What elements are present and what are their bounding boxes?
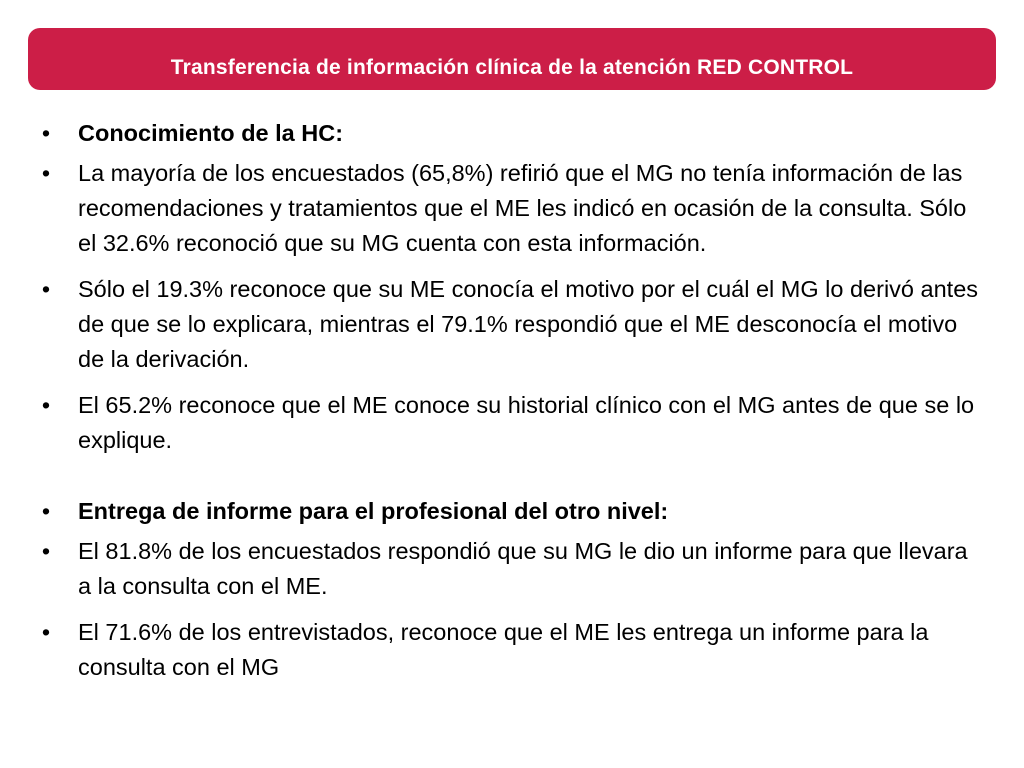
- bullet-item-historial: [36, 388, 986, 458]
- bullet-text: La mayoría de los encuestados (65,8%) refirió que el MG no tenía información de las recomendaciones y tratamientos que el ME les indicó en ocasión de la consulta. Sólo el 32.6% reconoció que su MG cuenta con esta información.: [78, 160, 967, 256]
- bullet-list: [36, 116, 986, 685]
- bullet-item-mg-info: [36, 156, 986, 261]
- bullet-text: El 65.2% reconoce que el ME conoce su historial clínico con el MG antes de que se lo explique.: [78, 392, 975, 453]
- bullet-text: Entrega de informe para el profesional del otro nivel:: [78, 498, 669, 524]
- bullet-text: Conocimiento de la HC:: [78, 120, 344, 146]
- bullet-item-me-informe: [36, 615, 986, 685]
- bullet-text: El 71.6% de los entrevistados, reconoce que el ME les entrega un informe para la consulta con el MG: [78, 619, 929, 680]
- bullet-item-hc-heading: [36, 116, 986, 151]
- title-banner: [28, 28, 996, 90]
- bullet-icon: •: [41, 120, 51, 146]
- bullet-item-informe-heading: [36, 494, 986, 529]
- bullet-text: El 81.8% de los encuestados respondió que su MG le dio un informe para que llevara a la consulta con el ME.: [78, 538, 968, 599]
- bullet-icon: •: [41, 619, 51, 645]
- bullet-icon: •: [41, 392, 51, 418]
- bullet-text: Sólo el 19.3% reconoce que su ME conocía el motivo por el cuál el MG lo derivó antes de que se lo explicara, mientras el 79.1% respondió que el ME desconocía el motivo de la derivación.: [78, 276, 979, 372]
- bullet-item-me-motivo: [36, 272, 986, 377]
- slide-title: Transferencia de información clínica de la atención RED CONTROL: [170, 56, 854, 79]
- bullet-icon: •: [41, 498, 51, 524]
- bullet-icon: •: [41, 160, 51, 186]
- bullet-icon: •: [41, 538, 51, 564]
- bullet-item-mg-informe: [36, 534, 986, 604]
- bullet-icon: •: [41, 276, 51, 302]
